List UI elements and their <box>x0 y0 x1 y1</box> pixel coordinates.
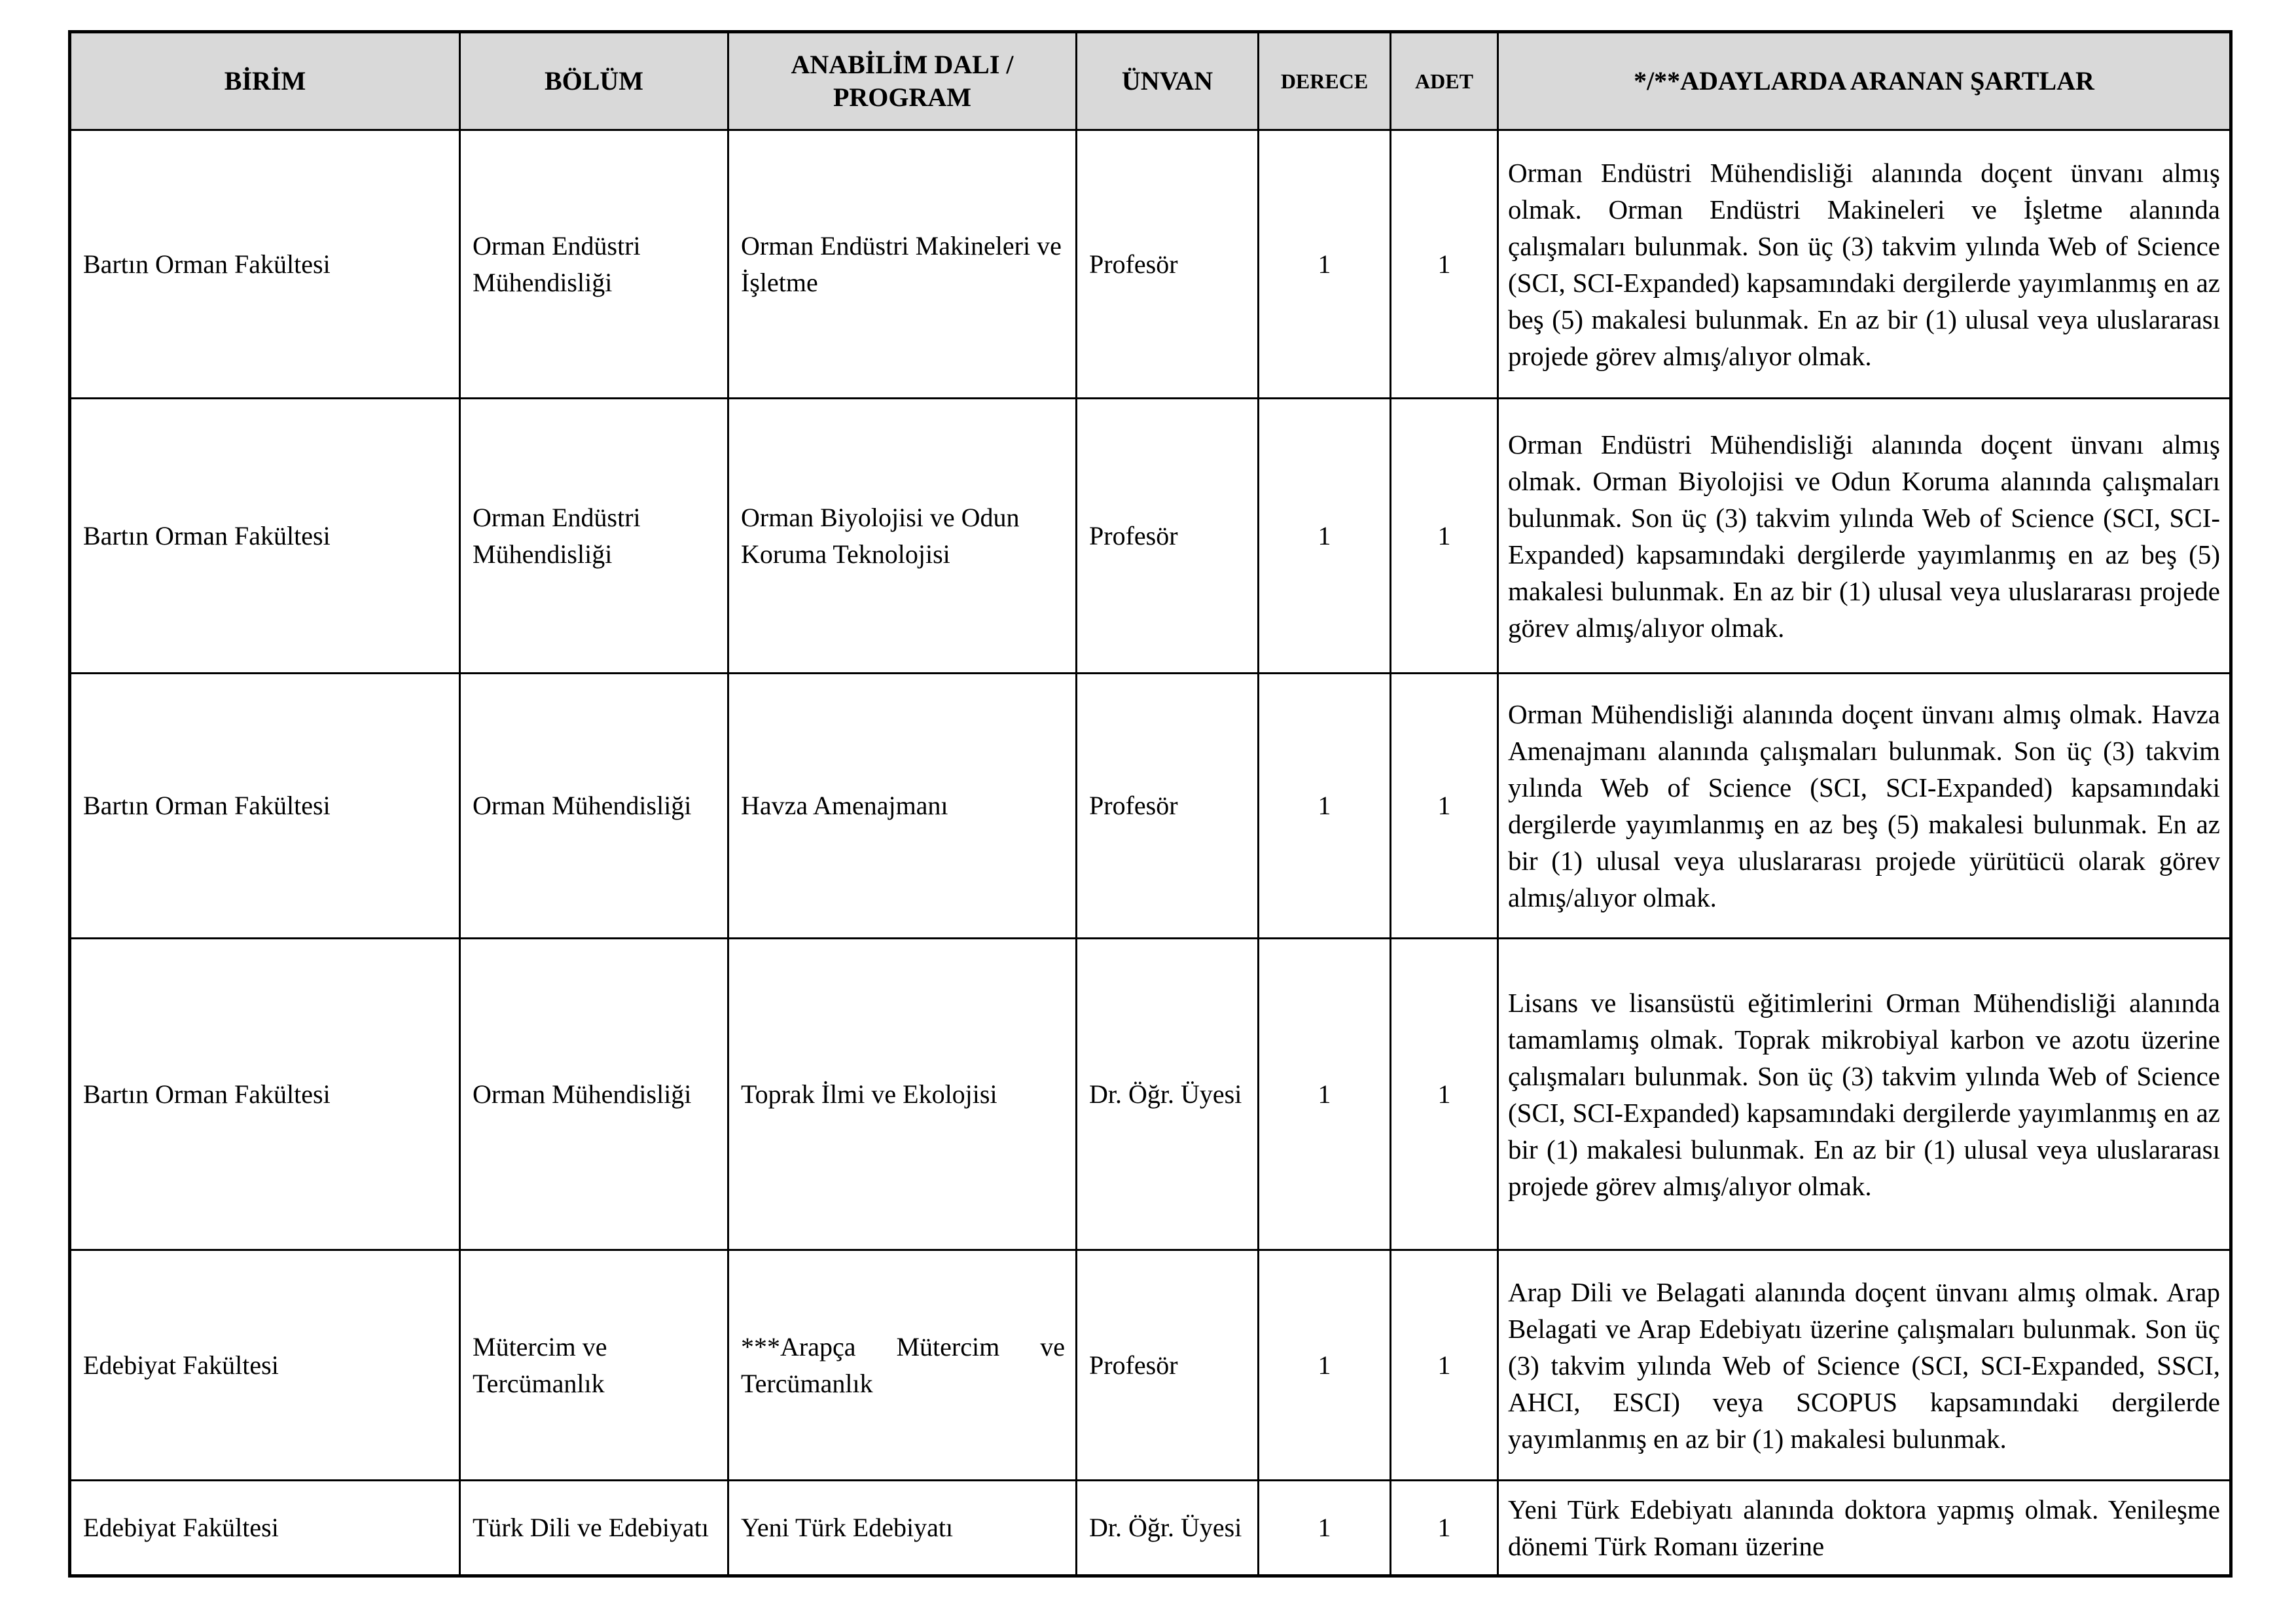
cell-sartlar <box>1498 674 2231 939</box>
cell-bolum <box>460 939 728 1250</box>
column-header-birim: BİRİM <box>70 32 460 130</box>
cell-unvan-text: Profesör <box>1089 520 1178 550</box>
cell-unvan-text: Dr. Öğr. Üyesi <box>1089 1513 1242 1542</box>
cell-birim-text: Edebiyat Fakültesi <box>83 1350 279 1380</box>
cell-bolum-text: Orman Mühendisliği <box>473 1079 692 1109</box>
cell-unvan <box>1077 399 1259 674</box>
cell-sartlar-text: Orman Endüstri Mühendisliği alanında doçent ünvanı almış olmak. Orman Endüstri Makineleri ve İşletme alanında çalışmaları bulunmak. Son üç (3) takvim yılında Web of Science (SCI, SCI-Expanded) kapsamındaki dergilerde yayımlanmış en az beş (5) makalesi bulunmak. En az bir (1) ulusal veya uluslararası projede görev almış/alıyor olmak. <box>1508 157 2220 371</box>
cell-unvan-text: Profesör <box>1089 249 1178 279</box>
cell-program <box>728 939 1077 1250</box>
cell-adet-text: 1 <box>1437 520 1451 550</box>
cell-program <box>728 674 1077 939</box>
cell-bolum <box>460 674 728 939</box>
cell-derece <box>1259 1481 1391 1576</box>
cell-adet <box>1391 399 1498 674</box>
table-row <box>70 674 2231 939</box>
cell-sartlar-text: Orman Mühendisliği alanında doçent ünvanı almış olmak. Havza Amenajmanı alanında çalışmaları bulunmak. Son üç (3) takvim yılında Web of Science (SCI, SCI-Expanded) kapsamındaki dergilerde yayımlanmış en az beş (5) makalesi bulunmak. En az bir (1) ulusal veya uluslararası projede yürütücü olarak görev almış/alıyor olmak. <box>1508 699 2220 912</box>
cell-birim <box>70 1250 460 1481</box>
cell-adet-text: 1 <box>1437 791 1451 820</box>
cell-bolum-text: Orman Mühendisliği <box>473 791 692 820</box>
cell-birim-text: Bartın Orman Fakültesi <box>83 520 331 550</box>
cell-sartlar <box>1498 1481 2231 1576</box>
cell-bolum <box>460 1250 728 1481</box>
cell-unvan-text: Profesör <box>1089 1350 1178 1380</box>
cell-bolum <box>460 1481 728 1576</box>
cell-derece <box>1259 130 1391 399</box>
cell-bolum-text: Türk Dili ve Edebiyatı <box>473 1513 709 1542</box>
cell-birim <box>70 1481 460 1576</box>
table-row <box>70 130 2231 399</box>
cell-program-text: Orman Biyolojisi ve Odun Koruma Teknolojisi <box>741 502 1020 569</box>
table-row <box>70 1481 2231 1576</box>
cell-adet <box>1391 1250 1498 1481</box>
cell-derece <box>1259 674 1391 939</box>
cell-adet-text: 1 <box>1437 249 1451 279</box>
cell-sartlar-text: Arap Dili ve Belagati alanında doçent ünvanı almış olmak. Arap Belagati ve Arap Edebiyatı üzerine çalışmaları bulunmak. Son üç (3) takvim yılında Web of Science (SCI, SCI-Expanded, SSCI, AHCI, ESCI) veya SCOPUS kapsamındaki dergilerde yayımlanmış en az bir (1) makalesi bulunmak. <box>1508 1276 2220 1454</box>
cell-derece-text: 1 <box>1318 791 1331 820</box>
cell-program-text: ***Arapça Mütercim ve Tercümanlık <box>741 1331 1065 1398</box>
cell-sartlar <box>1498 130 2231 399</box>
cell-derece <box>1259 1250 1391 1481</box>
header-row <box>70 32 2231 130</box>
cell-sartlar-text: Yeni Türk Edebiyatı alanında doktora yapmış olmak. Yenileşme dönemi Türk Romanı üzerine <box>1508 1494 2220 1561</box>
cell-derece-text: 1 <box>1318 1079 1331 1109</box>
cell-unvan <box>1077 1481 1259 1576</box>
table-header <box>70 32 2231 130</box>
cell-derece-text: 1 <box>1318 1350 1331 1380</box>
cell-birim-text: Edebiyat Fakültesi <box>83 1513 279 1542</box>
cell-program-text: Yeni Türk Edebiyatı <box>741 1513 954 1542</box>
table-row <box>70 1250 2231 1481</box>
table-row <box>70 399 2231 674</box>
cell-program <box>728 1481 1077 1576</box>
cell-unvan <box>1077 130 1259 399</box>
cell-unvan <box>1077 939 1259 1250</box>
cell-birim-text: Bartın Orman Fakültesi <box>83 249 331 279</box>
cell-sartlar <box>1498 939 2231 1250</box>
cell-sartlar-text: Orman Endüstri Mühendisliği alanında doçent ünvanı almış olmak. Orman Biyolojisi ve Odun Koruma alanında çalışmaları bulunmak. Son üç (3) takvim yılında Web of Science (SCI, SCI-Expanded) kapsamındaki dergilerde yayımlanmış en az beş (5) makalesi bulunmak. En az bir (1) ulusal veya uluslararası projede görev almış/alıyor olmak. <box>1508 429 2220 643</box>
cell-program-text: Havza Amenajmanı <box>741 791 948 820</box>
cell-adet <box>1391 939 1498 1250</box>
cell-program-text: Orman Endüstri Makineleri ve İşletme <box>741 230 1062 297</box>
cell-program-text: Toprak İlmi ve Ekolojisi <box>741 1079 997 1109</box>
cell-bolum-text: Orman Endüstri Mühendisliği <box>473 230 641 297</box>
cell-birim <box>70 399 460 674</box>
cell-derece-text: 1 <box>1318 520 1331 550</box>
cell-adet-text: 1 <box>1437 1079 1451 1109</box>
cell-unvan <box>1077 1250 1259 1481</box>
cell-birim <box>70 939 460 1250</box>
cell-bolum-text: Mütercim ve Tercümanlık <box>473 1331 607 1398</box>
cell-derece-text: 1 <box>1318 1513 1331 1542</box>
cell-adet <box>1391 130 1498 399</box>
cell-bolum <box>460 399 728 674</box>
column-header-adet: ADET <box>1391 32 1498 130</box>
table-body <box>70 130 2231 1576</box>
job-postings-table <box>68 30 2233 1578</box>
cell-birim-text: Bartın Orman Fakültesi <box>83 791 331 820</box>
cell-unvan-text: Profesör <box>1089 791 1178 820</box>
cell-derece <box>1259 939 1391 1250</box>
table-row <box>70 939 2231 1250</box>
column-header-aranan-sartlar: */**ADAYLARDA ARANAN ŞARTLAR <box>1498 32 2231 130</box>
cell-bolum-text: Orman Endüstri Mühendisliği <box>473 502 641 569</box>
cell-sartlar-text: Lisans ve lisansüstü eğitimlerini Orman Mühendisliği alanında tamamlamış olmak. Toprak mikrobiyal karbon ve azotu üzerine çalışmaları bulunmak. Son üç (3) takvim yılında Web of Science (SCI, SCI-Expanded) kapsamındaki dergilerde yayımlanmış en az bir (1) makalesi bulunmak. En az bir (1) ulusal veya uluslararası projede görev almış/alıyor olmak. <box>1508 987 2220 1201</box>
cell-unvan-text: Dr. Öğr. Üyesi <box>1089 1079 1242 1109</box>
cell-birim <box>70 130 460 399</box>
column-header-anabilim-dali-program: ANABİLİM DALI / PROGRAM <box>728 32 1077 130</box>
cell-unvan <box>1077 674 1259 939</box>
cell-birim <box>70 674 460 939</box>
cell-program <box>728 130 1077 399</box>
cell-adet <box>1391 1481 1498 1576</box>
cell-derece-text: 1 <box>1318 249 1331 279</box>
cell-derece <box>1259 399 1391 674</box>
cell-program <box>728 399 1077 674</box>
cell-program <box>728 1250 1077 1481</box>
cell-adet <box>1391 674 1498 939</box>
column-header-derece: DERECE <box>1259 32 1391 130</box>
cell-sartlar <box>1498 1250 2231 1481</box>
column-header-unvan: ÜNVAN <box>1077 32 1259 130</box>
cell-adet-text: 1 <box>1437 1350 1451 1380</box>
cell-adet-text: 1 <box>1437 1513 1451 1542</box>
column-header-bolum: BÖLÜM <box>460 32 728 130</box>
cell-sartlar <box>1498 399 2231 674</box>
cell-bolum <box>460 130 728 399</box>
cell-birim-text: Bartın Orman Fakültesi <box>83 1079 331 1109</box>
